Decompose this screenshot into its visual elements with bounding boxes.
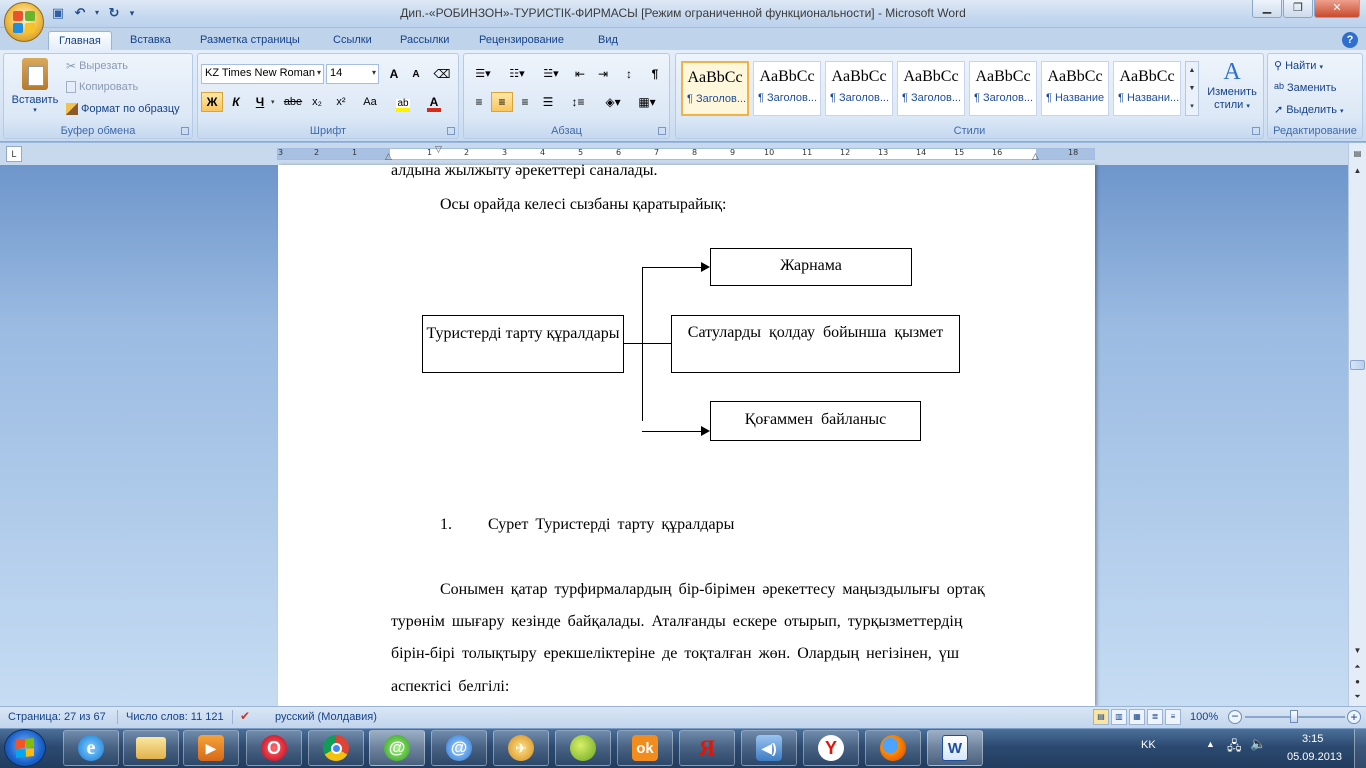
volume-icon[interactable]: 🔈 — [1250, 736, 1267, 751]
ruler-number: 12 — [840, 148, 851, 157]
superscript-button[interactable]: x² — [336, 96, 346, 108]
diagram-target-box: Сатуларды қолдау бойынша қызмет — [671, 315, 960, 373]
ruler-number: 4 — [540, 148, 546, 157]
zoom-level[interactable]: 100% — [1190, 711, 1219, 723]
firefox-icon — [880, 735, 906, 761]
diagram-target-box: Жарнама — [710, 248, 912, 286]
ruler-number: 2 — [464, 148, 470, 157]
find-button[interactable]: ⚲ Найти ▾ — [1274, 59, 1324, 72]
italic-button[interactable]: К — [232, 95, 240, 109]
align-left-icon[interactable]: ≡ — [475, 95, 483, 109]
clipboard-icon — [22, 58, 48, 90]
tab-review[interactable]: Рецензирование — [479, 34, 564, 46]
left-indent-marker[interactable]: △ — [385, 151, 392, 161]
ruler-number: 14 — [916, 148, 927, 157]
highlighter-icon: ab — [396, 99, 410, 112]
highlight-button[interactable] — [390, 92, 416, 112]
brush-icon — [66, 103, 78, 115]
office-logo-icon — [13, 11, 35, 33]
doc-line: бірін-бірі толықтыру ерекшеліктеріне де тоқталған жөн. Олардың негізінен, үш — [391, 645, 960, 662]
network-icon[interactable]: 🖧 — [1227, 738, 1242, 753]
diagram-target-box: Қоғаммен байланыс — [710, 401, 921, 441]
bullets-icon[interactable]: ☰▾ — [475, 68, 491, 80]
doc-line: Осы орайда келесі сызбаны қаратырайық: — [440, 196, 727, 213]
right-indent-marker[interactable]: △ — [1032, 151, 1039, 161]
minimize-button[interactable]: ▁ — [1252, 0, 1282, 18]
style-item[interactable]: AaBbCc ¶ Заголов... — [681, 61, 749, 116]
taskbar-app[interactable] — [493, 730, 549, 766]
diagram-connector — [642, 267, 643, 421]
style-item[interactable]: AaBbCc ¶ Названи... — [1113, 61, 1181, 116]
font-color-icon: A — [427, 97, 441, 112]
tab-home[interactable]: Главная — [48, 31, 112, 51]
font-size-select[interactable]: 14 ▾ — [326, 64, 379, 84]
taskbar-firefox[interactable] — [865, 730, 921, 766]
web-layout-icon[interactable]: ▦ — [1129, 709, 1145, 725]
ruler-number: 18 — [1068, 148, 1079, 157]
arrow-head-icon — [701, 426, 710, 436]
diagram-connector — [642, 267, 704, 268]
paste-button[interactable]: Вставить ▾ — [10, 56, 60, 114]
window-title: Дип.-«РОБИНЗОН»-ТУРИСТІК-ФИРМАСЫ [Режим ограниченной функциональности] - Microsoft Word — [400, 6, 966, 20]
folder-icon — [136, 737, 166, 759]
doc-line: алдына жылжыту әрекеттері саналады. — [391, 162, 658, 179]
ruler-number: 11 — [802, 148, 813, 157]
align-right-icon[interactable]: ≡ — [521, 95, 529, 109]
ruler-number: 1 — [427, 148, 433, 157]
zoom-in-icon[interactable]: + — [1347, 710, 1361, 724]
taskbar-yandex-browser[interactable] — [803, 730, 859, 766]
taskbar-word[interactable] — [927, 730, 983, 766]
clock-date[interactable]: 05.09.2013 — [1287, 751, 1343, 763]
ruler-left-margin — [278, 149, 390, 159]
taskbar-opera[interactable] — [246, 730, 302, 766]
customize-qat-icon[interactable]: ▾ — [129, 8, 135, 18]
strikethrough-button[interactable]: abe — [283, 96, 303, 108]
scissors-icon: ✂ — [66, 59, 77, 73]
ruler-number: 1 — [352, 148, 358, 157]
underline-button[interactable]: Ч — [255, 95, 265, 109]
scroll-up-icon[interactable]: ▲ — [1353, 166, 1362, 175]
style-item[interactable]: AaBbCc ¶ Название — [1041, 61, 1109, 116]
ruler-number: 6 — [616, 148, 622, 157]
media-player-icon: ▶ — [198, 735, 224, 761]
status-separator — [232, 710, 233, 724]
clipboard-group-label: Буфер обмена — [60, 125, 136, 137]
next-page-icon[interactable]: ⏷ — [1354, 692, 1361, 701]
font-group-label: Шрифт — [309, 125, 347, 137]
yandex-browser-icon: Y — [818, 735, 844, 761]
spelling-check-icon[interactable]: ✔ — [240, 709, 251, 723]
undo-icon[interactable]: ↶ — [74, 5, 86, 20]
show-marks-icon[interactable]: ¶ — [651, 67, 659, 81]
style-item[interactable]: AaBbCc ¶ Заголов... — [897, 61, 965, 116]
styles-launcher-icon[interactable] — [1252, 127, 1260, 135]
outline-icon[interactable]: ≣ — [1147, 709, 1163, 725]
line-spacing-icon[interactable]: ↕≡ — [571, 95, 585, 109]
borders-icon[interactable]: ▦▾ — [638, 95, 656, 109]
taskbar-mail-agent[interactable] — [369, 730, 425, 766]
odnoklassniki-icon: ok — [632, 735, 658, 761]
justify-icon[interactable]: ☰ — [542, 95, 554, 109]
styles-scroll[interactable]: ▲ ▼ ▾ — [1185, 61, 1199, 116]
select-button[interactable]: ➚ Выделить ▾ — [1274, 103, 1344, 116]
styles-group-label: Стили — [953, 125, 986, 137]
ruler-toggle-icon[interactable]: ▤ — [1353, 149, 1362, 158]
numbering-icon[interactable]: ☷▾ — [509, 68, 525, 80]
decrease-indent-icon[interactable]: ⇤ — [574, 67, 586, 81]
zoom-slider-thumb[interactable] — [1290, 710, 1298, 723]
clock-time[interactable]: 3:15 — [1302, 733, 1324, 745]
scroll-down-icon[interactable]: ▼ — [1353, 646, 1362, 655]
ruler-number: 7 — [654, 148, 660, 157]
print-layout-icon[interactable]: ▤ — [1093, 709, 1109, 725]
ruler-number: 3 — [502, 148, 508, 157]
office-button[interactable] — [4, 2, 44, 42]
arrow-head-icon — [701, 262, 710, 272]
first-line-indent-marker[interactable]: ▽ — [435, 144, 442, 154]
shrink-font-button[interactable]: A — [412, 69, 420, 80]
save-icon[interactable]: ▣ — [51, 5, 65, 20]
style-item[interactable]: AaBbCc ¶ Заголов... — [825, 61, 893, 116]
vertical-scrollbar[interactable] — [1348, 143, 1366, 706]
tab-page-layout[interactable]: Разметка страницы — [200, 34, 300, 46]
start-button[interactable] — [4, 729, 46, 767]
taskbar-odnoklassniki[interactable] — [617, 730, 673, 766]
show-hidden-icons[interactable]: ▲ — [1206, 739, 1215, 749]
underline-dropdown-icon[interactable]: ▾ — [271, 99, 275, 106]
input-language[interactable]: KK — [1141, 739, 1156, 751]
paragraph-launcher-icon[interactable] — [658, 127, 666, 135]
previous-page-icon[interactable]: ⏶ — [1354, 662, 1361, 671]
doc-line: Сонымен қатар турфирмалардың бір-бірімен әрекеттесу маңыздылығы ортақ — [440, 581, 985, 598]
ruler-number: 16 — [992, 148, 1003, 157]
windows-logo-icon — [16, 738, 34, 758]
figure-caption: Сурет Туристерді тарту құралдары — [488, 516, 735, 533]
clipboard-launcher-icon[interactable] — [181, 127, 189, 135]
taskbar-explorer[interactable] — [123, 730, 179, 766]
language-indicator[interactable]: русский (Молдавия) — [275, 711, 377, 723]
ruler-number: 8 — [692, 148, 698, 157]
doc-line: турөнім шығару кезінде байқалады. Аталғанды ескере отырып, турқызметтердің — [391, 613, 963, 630]
maximize-button[interactable]: ❐ — [1283, 0, 1313, 18]
draft-icon[interactable]: ≡ — [1165, 709, 1181, 725]
shading-icon[interactable]: ◈▾ — [605, 95, 621, 109]
tab-references[interactable]: Ссылки — [333, 34, 372, 46]
binoculars-icon: ⚲ — [1274, 60, 1283, 72]
word-count[interactable]: Число слов: 11 121 — [126, 711, 224, 723]
yandex-icon: Я — [699, 735, 715, 760]
ruler-number: 15 — [954, 148, 965, 157]
browse-object-icon[interactable]: ● — [1355, 677, 1360, 686]
status-separator — [117, 710, 118, 724]
zoom-out-icon[interactable]: − — [1228, 710, 1242, 724]
tab-selector[interactable]: L — [6, 146, 22, 162]
mail-agent-icon: @ — [384, 735, 410, 761]
font-group — [197, 53, 459, 139]
diagram-connector — [624, 343, 671, 344]
help-icon[interactable]: ? — [1342, 32, 1358, 48]
undo-dropdown-icon[interactable]: ▾ — [94, 8, 99, 17]
doc-line: аспектісі белгілі: — [391, 678, 510, 695]
satellite-icon: ✈ — [508, 735, 534, 761]
taskbar-media-player[interactable] — [183, 730, 239, 766]
tab-mailings[interactable]: Рассылки — [400, 34, 450, 46]
paragraph-group — [463, 53, 670, 139]
subscript-button[interactable]: x₂ — [312, 96, 322, 108]
font-color-button[interactable] — [420, 92, 448, 112]
change-styles-icon: A — [1223, 59, 1241, 85]
full-screen-reading-icon[interactable]: ▥ — [1111, 709, 1127, 725]
close-button[interactable]: ✕ — [1314, 0, 1360, 18]
grow-font-button[interactable]: A — [389, 67, 399, 81]
tab-view[interactable]: Вид — [598, 34, 618, 46]
clipboard-group — [3, 53, 193, 139]
taskbar-audio[interactable] — [741, 730, 797, 766]
page-counter[interactable]: Страница: 27 из 67 — [8, 711, 106, 723]
change-styles-button[interactable]: A Изменить стили ▾ — [1203, 58, 1261, 113]
format-painter-button[interactable]: Формат по образцу — [66, 103, 180, 115]
sort-icon[interactable]: ↕ — [626, 67, 632, 81]
ruler-number: 13 — [878, 148, 889, 157]
show-desktop-button[interactable] — [1354, 729, 1366, 768]
paragraph-group-label: Абзац — [551, 125, 582, 137]
ruler-number: 3 — [278, 148, 284, 157]
increase-indent-icon[interactable]: ⇥ — [597, 67, 609, 81]
redo-icon[interactable]: ↻ — [108, 5, 120, 20]
cut-button[interactable]: ✂ Вырезать — [66, 59, 128, 73]
taskbar-app[interactable] — [555, 730, 611, 766]
bold-button[interactable]: Ж — [201, 92, 223, 112]
window-controls — [1252, 0, 1360, 18]
copy-icon — [66, 81, 76, 93]
ruler-number: 9 — [730, 148, 736, 157]
horizontal-ruler[interactable] — [277, 144, 1095, 161]
ruler-number: 2 — [314, 148, 320, 157]
replace-button[interactable]: ab Заменить — [1274, 81, 1337, 94]
taskbar-ie[interactable] — [63, 730, 119, 766]
diagram-connector — [642, 431, 704, 432]
tab-insert[interactable]: Вставка — [130, 34, 171, 46]
font-name-select[interactable]: KZ Times New Roman ▾ — [201, 64, 324, 84]
change-case-button[interactable]: Aa — [363, 96, 377, 108]
chrome-icon — [323, 735, 349, 761]
style-item[interactable]: AaBbCc ¶ Заголов... — [969, 61, 1037, 116]
editing-group-label: Редактирование — [1273, 125, 1357, 137]
scroll-thumb[interactable] — [1350, 360, 1365, 370]
multilevel-list-icon[interactable]: ☱▾ — [543, 68, 559, 80]
taskbar-mail[interactable] — [431, 730, 487, 766]
ruler-right-margin — [1036, 149, 1094, 159]
ruler-number: 10 — [764, 148, 775, 157]
internet-explorer-icon: e — [78, 735, 104, 761]
speaker-icon: ◀) — [756, 735, 782, 761]
replace-icon: ab — [1274, 81, 1285, 91]
ruler-number: 5 — [578, 148, 584, 157]
font-launcher-icon[interactable] — [447, 127, 455, 135]
style-item[interactable]: AaBbCc ¶ Заголов... — [753, 61, 821, 116]
diagram-source-box: Туристерді тарту құралдары — [422, 315, 624, 373]
taskbar-chrome[interactable] — [308, 730, 364, 766]
opera-icon: O — [261, 735, 287, 761]
align-center-icon[interactable]: ≡ — [491, 92, 513, 112]
copy-button[interactable]: Копировать — [66, 81, 138, 93]
editing-group — [1267, 53, 1363, 139]
word-icon: W — [942, 735, 968, 761]
taskbar-yandex[interactable] — [679, 730, 735, 766]
cursor-icon: ➚ — [1274, 104, 1284, 116]
caption-number: 1. — [440, 516, 452, 533]
ball-icon — [570, 735, 596, 761]
clear-format-icon[interactable]: ⌫ — [433, 67, 451, 81]
at-sign-icon: @ — [446, 735, 472, 761]
